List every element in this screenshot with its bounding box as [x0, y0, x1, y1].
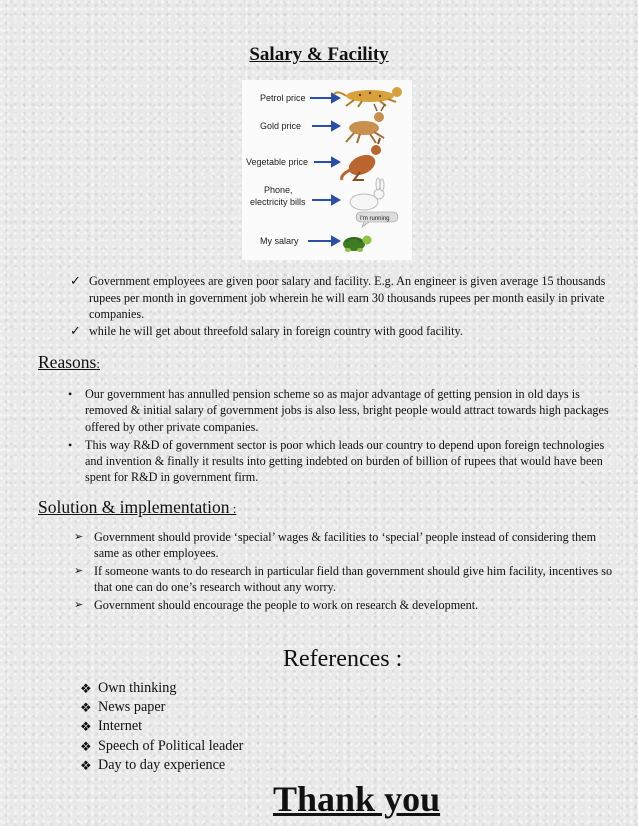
- list-item-text: Government should provide ‘special’ wages & facilities to ‘special’ people instead of considering them same as other employees.: [94, 530, 597, 561]
- figure-label-petrol: Petrol price: [260, 93, 306, 103]
- list-item-text: Day to day experience: [98, 756, 226, 773]
- page-title: Salary & Facility: [249, 44, 389, 65]
- list-item-text: Speech of Political leader: [98, 737, 244, 754]
- bullet-icon: •: [68, 387, 73, 401]
- list-item-text: Government should encourage the people to work on research & development.: [94, 598, 479, 613]
- figure-canvas: [242, 80, 412, 260]
- reasons-heading-text: Reasons: [38, 352, 97, 372]
- figure-label-gold: Gold price: [260, 121, 302, 131]
- list-item-text: This way R&D of government sector is poor which leads our country to depend upon foreign technologies and invention & finally it results into getting indebted on burden of billion of rupees that would have been spent for R&D in government firm.: [85, 437, 605, 485]
- tortoise-icon: [343, 236, 372, 253]
- kangaroo-icon: [342, 138, 381, 180]
- solution-list: [74, 529, 619, 615]
- check-icon: ✓: [70, 273, 81, 288]
- intro-points: [70, 273, 610, 339]
- solution-heading: [38, 497, 236, 518]
- reasons-heading-colon: :: [96, 356, 100, 371]
- cheetah-icon: [334, 87, 402, 107]
- list-item: [70, 273, 610, 323]
- references-heading: References :: [283, 646, 403, 672]
- list-item-text: Government employees are given poor salary and facility. E.g. An engineer is given average 15 thousands rupees per month in government job wherein he will earn 30 thousands rupees per month easily in private companies.: [89, 274, 606, 321]
- figure-arrows: [308, 94, 339, 245]
- list-item-text: Internet: [98, 718, 143, 735]
- figure-label-phone: Phone,: [264, 185, 293, 195]
- diamond-bullet-icon: ❖: [80, 757, 92, 773]
- references-list: [80, 679, 380, 775]
- closing-text: Thank you: [273, 779, 441, 819]
- salary-comparison-figure: [242, 80, 412, 260]
- figure-label-bills: electricity bills: [250, 197, 306, 207]
- list-item: [66, 437, 616, 486]
- figure-label-salary: My salary: [260, 236, 299, 246]
- list-item: [80, 717, 380, 736]
- list-item: [80, 698, 380, 717]
- list-item: [74, 597, 619, 613]
- diamond-bullet-icon: ❖: [80, 700, 92, 716]
- diamond-bullet-icon: ❖: [80, 719, 92, 735]
- solution-heading-text: Solution & implementation: [38, 497, 230, 517]
- list-item-text: Our government has annulled pension scheme so as major advantage of getting pension in old days is removed & initial salary of government jobs is also less, bright people would attract towards high packages offered by other private companies.: [85, 387, 609, 434]
- list-item: [74, 563, 619, 596]
- arrow-bullet-icon: ➢: [74, 531, 84, 543]
- check-icon: ✓: [70, 322, 81, 338]
- list-item-text: while he will get about threefold salary in foreign country with good facility.: [89, 323, 463, 338]
- list-item: [80, 737, 380, 756]
- diamond-bullet-icon: ❖: [80, 681, 92, 696]
- arrow-bullet-icon: ➢: [74, 599, 84, 612]
- list-item: [80, 756, 380, 775]
- speech-bubble-text: I'm running: [360, 216, 390, 222]
- deer-icon: [346, 104, 385, 143]
- list-item: [70, 323, 610, 340]
- list-item: [80, 679, 380, 698]
- diamond-bullet-icon: ❖: [80, 738, 92, 754]
- rabbit-icon: [350, 178, 384, 210]
- speech-bubble: [356, 212, 398, 227]
- bullet-icon: •: [68, 437, 73, 452]
- list-item-text: News paper: [98, 699, 166, 716]
- reasons-heading: [38, 352, 100, 373]
- list-item-text: If someone wants to do research in particular field than government should give him facility, incentives so that one can do one’s research without any worry.: [94, 564, 613, 595]
- list-item: [74, 529, 619, 562]
- list-item-text: Own thinking: [98, 680, 177, 696]
- figure-label-vegetable: Vegetable price: [246, 157, 309, 167]
- arrow-bullet-icon: ➢: [74, 565, 84, 578]
- list-item: [66, 386, 616, 435]
- reasons-list: [66, 386, 616, 488]
- solution-heading-colon: :: [229, 501, 237, 516]
